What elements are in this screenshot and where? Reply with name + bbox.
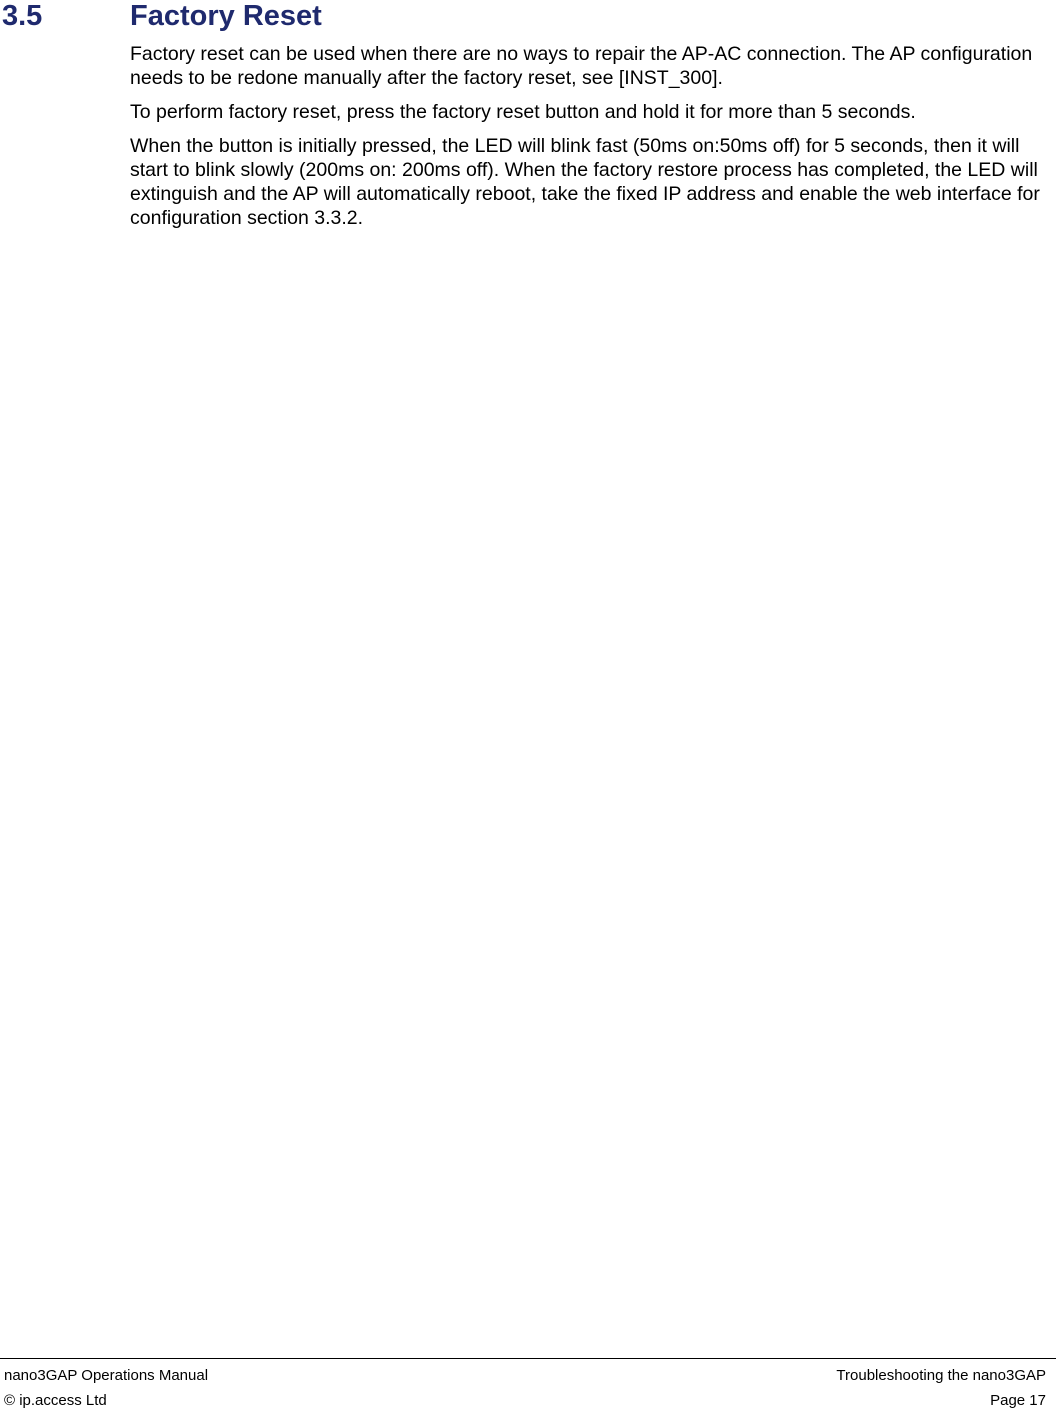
footer-doc-title: nano3GAP Operations Manual bbox=[4, 1367, 209, 1384]
section-heading bbox=[2, 0, 322, 36]
section-number: 3.5 bbox=[2, 0, 43, 32]
footer-divider bbox=[0, 1358, 1056, 1359]
footer-row-top bbox=[4, 1367, 1046, 1385]
footer-row-bottom bbox=[4, 1392, 1046, 1410]
footer-page-number: Page 17 bbox=[990, 1392, 1046, 1409]
section-body bbox=[130, 42, 1050, 240]
paragraph-factory-reset-procedure: To perform factory reset, press the factory reset button and hold it for more than 5 seconds. bbox=[130, 101, 916, 123]
section-title: Factory Reset bbox=[130, 0, 322, 32]
paragraph-led-behavior: When the button is initially pressed, the LED will blink fast (50ms on:50ms off) for 5 seconds, then it will start to blink slowly (200ms on: 200ms off). When the factory restore process has completed, the LED will extinguish and the AP will automatically reboot, take the fixed IP address and enable the web interface for configuration section 3.3.2. bbox=[130, 135, 1040, 229]
footer-chapter: Troubleshooting the nano3GAP bbox=[836, 1367, 1046, 1384]
paragraph-factory-reset-purpose: Factory reset can be used when there are no ways to repair the AP-AC connection. The AP configuration needs to be redone manually after the factory reset, see [INST_300]. bbox=[130, 43, 1033, 89]
footer-copyright: © ip.access Ltd bbox=[4, 1392, 107, 1409]
